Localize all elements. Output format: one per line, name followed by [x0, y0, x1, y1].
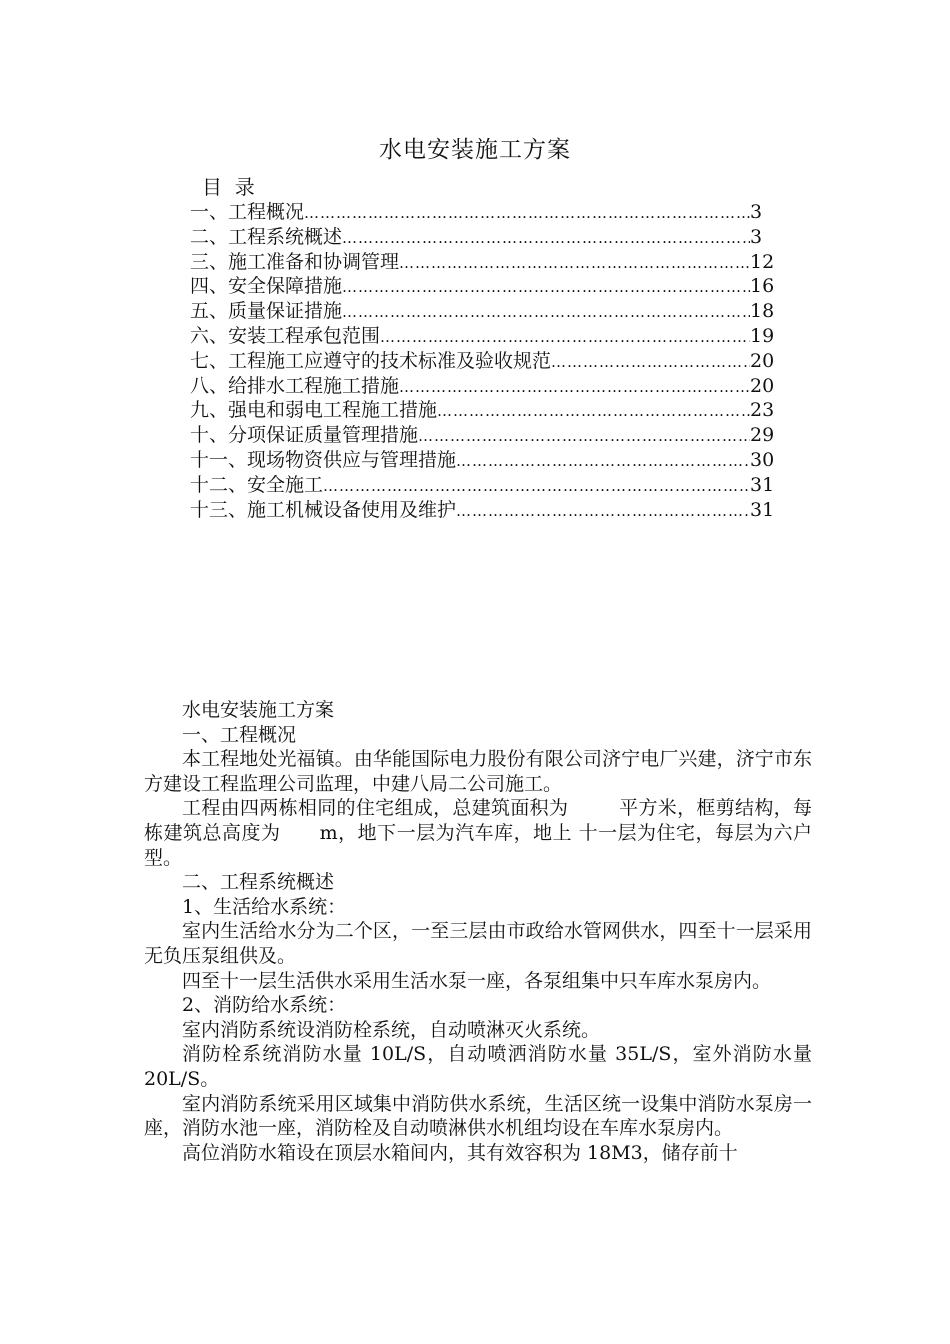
- toc-entry: [190, 225, 780, 250]
- paragraph: 本工程地处光福镇。由华能国际电力股份有限公司济宁电厂兴建，济宁市东方建设工程监理公司监理，中建八局二公司施工。: [144, 748, 812, 795]
- toc-entry: [190, 274, 780, 299]
- paragraph: 室内生活给水分为二个区，一至三层由市政给水管网供水，四至十一层采用无负压泵组供及。: [144, 920, 812, 967]
- toc-entry-label: 十一、现场物资供应与管理措施: [190, 448, 457, 471]
- toc-entry-page: 31: [750, 473, 775, 496]
- toc-entry-page: 19: [750, 324, 775, 347]
- document-title: 水电安装施工方案: [379, 137, 571, 163]
- toc-entry: [190, 448, 780, 473]
- toc-leader-dots: [437, 399, 750, 424]
- subsection-heading: 2、消防给水系统：: [182, 994, 347, 1017]
- body-text: [144, 698, 812, 1165]
- toc-leader-dots: [418, 424, 750, 449]
- toc-leader-dots: [304, 201, 750, 226]
- toc-entry-page: 30: [750, 448, 775, 471]
- toc-leader-dots: [456, 449, 750, 474]
- toc-entry-label: 六、安装工程承包范围: [190, 324, 381, 347]
- toc-entry-label: 一、工程概况: [190, 201, 305, 223]
- toc-entry: [190, 299, 780, 324]
- toc-entry-label: 七、工程施工应遵守的技术标准及验收规范: [190, 349, 552, 372]
- toc-entry: [190, 324, 780, 349]
- toc-entry: [190, 498, 780, 523]
- toc-entry-label: 十三、施工机械设备使用及维护: [190, 498, 457, 521]
- toc-entry: [190, 374, 780, 399]
- toc-leader-dots: [323, 474, 750, 499]
- toc-entry-label: 二、工程系统概述: [190, 225, 343, 248]
- toc-entry-label: 四、安全保障措施: [190, 275, 343, 298]
- toc-entry-page: 3: [750, 225, 763, 248]
- toc-entry-label: 三、施工准备和协调管理: [190, 250, 400, 273]
- toc-heading: 目 录: [202, 175, 255, 199]
- toc-entry-page: 20: [750, 374, 775, 397]
- toc-entry-page: 16: [750, 275, 775, 298]
- table-of-contents: [190, 200, 780, 522]
- paragraph: 工程由四两栋相同的住宅组成，总建筑面积为 平方米，框剪结构，每栋建筑总高度为 m，地下一层为汽车库，地上 十一层为住宅，每层为六户型。: [144, 797, 812, 869]
- toc-entry-page: 18: [750, 300, 775, 323]
- section-title: 水电安装施工方案: [182, 699, 335, 721]
- toc-entry-page: 23: [750, 399, 775, 422]
- toc-leader-dots: [399, 251, 750, 276]
- subsection-heading: 1、生活给水系统：: [182, 895, 347, 918]
- paragraph: 高位消防水箱设在顶层水箱间内，其有效容积为 18M3，储存前十: [182, 1141, 738, 1164]
- paragraph: 四至十一层生活供水采用生活水泵一座，各泵组集中只车库水泵房内。: [182, 969, 772, 992]
- toc-entry-label: 九、强电和弱电工程施工措施: [190, 399, 438, 422]
- toc-entry-page: 31: [750, 498, 775, 521]
- toc-leader-dots: [399, 375, 750, 400]
- toc-leader-dots: [342, 226, 750, 251]
- toc-leader-dots: [456, 499, 750, 524]
- section-heading: 二、工程系统概述: [182, 871, 335, 894]
- toc-entry: [190, 200, 780, 225]
- toc-entry-label: 五、质量保证措施: [190, 300, 343, 323]
- toc-entry: [190, 398, 780, 423]
- toc-entry-page: 12: [750, 250, 775, 273]
- toc-entry-page: 20: [750, 349, 775, 372]
- paragraph: 室内消防系统采用区域集中消防供水系统，生活区统一设集中消防水泵房一座，消防水池一座，消防栓及自动喷淋供水机组均设在车库水泵房内。: [144, 1092, 812, 1140]
- toc-entry-label: 十二、安全施工: [190, 473, 324, 496]
- toc-leader-dots: [380, 325, 750, 350]
- toc-entry: [190, 473, 780, 498]
- paragraph: 消防栓系统消防水量 10L/S，自动喷洒消防水量 35L/S，室外消防水量 20L/S。: [144, 1043, 812, 1090]
- toc-entry: [190, 423, 780, 448]
- toc-entry: [190, 349, 780, 374]
- toc-entry-label: 八、给排水工程施工措施: [190, 374, 400, 397]
- toc-entry-page: 3: [750, 201, 763, 223]
- toc-leader-dots: [342, 275, 750, 300]
- toc-entry: [190, 250, 780, 275]
- toc-leader-dots: [551, 350, 750, 375]
- section-heading: 一、工程概况: [182, 723, 297, 746]
- toc-entry-page: 29: [750, 424, 775, 447]
- toc-entry-label: 十、分项保证质量管理措施: [190, 424, 419, 447]
- toc-leader-dots: [342, 300, 750, 325]
- paragraph: 室内消防系统设消防栓系统，自动喷淋灭火系统。: [182, 1018, 601, 1041]
